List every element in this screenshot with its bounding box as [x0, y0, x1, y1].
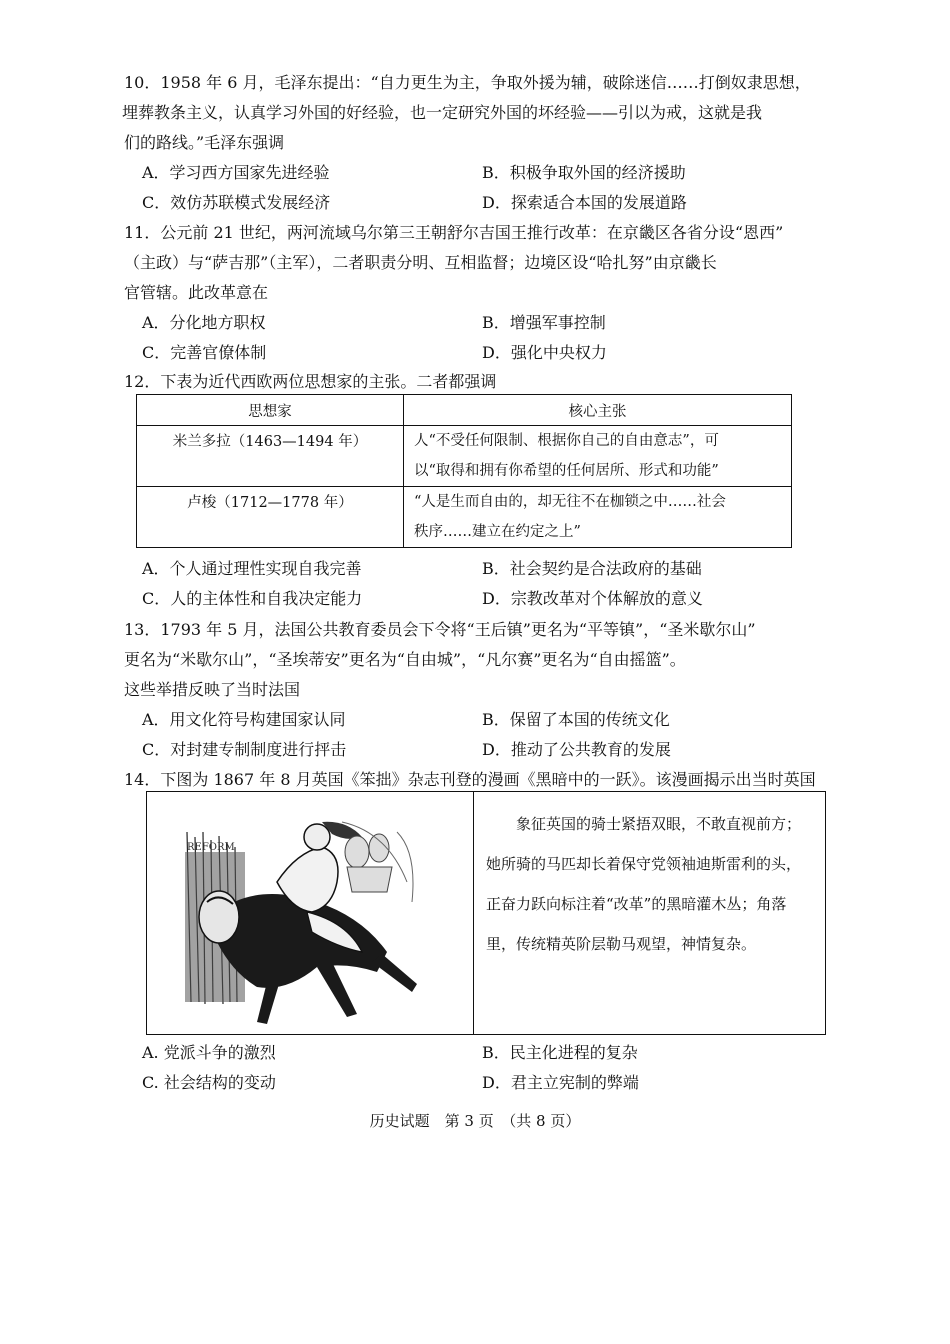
option-b[interactable]: B．社会契约是合法政府的基础: [482, 559, 702, 578]
question-10-options: [142, 158, 822, 218]
page-footer: 历史试题 第 3 页 （共 8 页）: [369, 1112, 581, 1130]
thinker-claim: [404, 426, 792, 487]
thinker-name: 米兰多拉（1463—1494 年）: [137, 426, 404, 487]
question-12-line: 12．下表为近代西欧两位思想家的主张。二者都强调: [124, 372, 497, 391]
question-11: [124, 218, 824, 308]
option-b[interactable]: B．增强军事控制: [482, 313, 606, 332]
question-13-line: 更名为“米歇尔山”，“圣埃蒂安”更名为“自由城”，“凡尔赛”更名为“自由摇篮”。: [124, 650, 686, 669]
thinker-name: 卢梭（1712—1778 年）: [137, 487, 404, 548]
option-c[interactable]: C．人的主体性和自我决定能力: [142, 589, 363, 608]
option-a[interactable]: A．学习西方国家先进经验: [142, 163, 330, 182]
claim-line: 以“取得和拥有你希望的任何居所、形式和功能”: [414, 463, 719, 479]
table-row: [137, 426, 792, 487]
question-13-line: 13．1793 年 5 月，法国公共教育委员会下令将“王后镇”更名为“平等镇”，“圣米歇尔山”: [124, 620, 756, 639]
question-12: [124, 367, 824, 397]
option-b[interactable]: B．积极争取外国的经济援助: [482, 163, 686, 182]
option-d[interactable]: D．强化中央权力: [482, 343, 607, 362]
question-13-line: 这些举措反映了当时法国: [124, 680, 301, 699]
question-14-line: 14．下图为 1867 年 8 月英国《笨拙》杂志刊登的漫画《黑暗中的一跃》。该漫画揭示出当时英国: [124, 770, 816, 789]
claim-line: “人是生而自由的，却无往不在枷锁之中……社会: [414, 494, 726, 510]
thinkers-table: [136, 394, 792, 548]
cartoon-reform-label: REFORM: [187, 842, 235, 853]
question-11-line: 11．公元前 21 世纪，两河流域乌尔第三王朝舒尔吉国王推行改革：在京畿区各省分设“恩西”: [124, 223, 784, 242]
question-12-options: [142, 554, 822, 614]
table-row: [137, 487, 792, 548]
option-d[interactable]: D．推动了公共教育的发展: [482, 740, 671, 759]
option-d[interactable]: D．探索适合本国的发展道路: [482, 193, 687, 212]
cartoon-image: [147, 792, 474, 1034]
option-c[interactable]: C. 社会结构的变动: [142, 1073, 276, 1092]
thinker-claim: [404, 487, 792, 548]
question-13-options: [142, 705, 822, 765]
option-d[interactable]: D．宗教改革对个体解放的意义: [482, 589, 703, 608]
option-c[interactable]: C．完善官僚体制: [142, 343, 267, 362]
table-header: 核心主张: [404, 395, 792, 426]
option-c[interactable]: C．效仿苏联模式发展经济: [142, 193, 331, 212]
cartoon-description: 象征英国的骑士紧捂双眼，不敢直视前方；她所骑的马匹却长着保守党领袖迪斯雷利的头，正奋力跃向标注着“改革”的黑暗灌木丛；角落里，传统精英阶层勒马观望，神情复杂。: [486, 815, 802, 953]
option-a[interactable]: A．个人通过理性实现自我完善: [142, 559, 362, 578]
option-a[interactable]: A. 党派斗争的激烈: [142, 1043, 276, 1062]
question-11-options: [142, 308, 822, 368]
table-header-row: [137, 395, 792, 426]
question-13: [124, 615, 824, 705]
option-a[interactable]: A．用文化符号构建国家认同: [142, 710, 346, 729]
option-a[interactable]: A．分化地方职权: [142, 313, 266, 332]
table-header: 思想家: [137, 395, 404, 426]
question-10-line: 埋葬教条主义，认真学习外国的好经验，也一定研究外国的坏经验——引以为戒，这就是我: [122, 103, 763, 122]
option-c[interactable]: C．对封建专制制度进行抨击: [142, 740, 347, 759]
cartoon-illustration: [147, 792, 473, 1034]
question-11-line: （主政）与“萨吉那”（主军），二者职责分明、互相监督；边境区设“哈扎努”由京畿长: [124, 253, 717, 272]
option-b[interactable]: B．民主化进程的复杂: [482, 1043, 638, 1062]
question-14-options: [142, 1038, 822, 1098]
question-10: [124, 68, 824, 158]
option-b[interactable]: B．保留了本国的传统文化: [482, 710, 670, 729]
cartoon-figure-box: [146, 791, 826, 1035]
claim-line: 人“不受任何限制、根据你自己的自由意志”，可: [414, 433, 719, 449]
question-11-line: 官管辖。此改革意在: [124, 283, 269, 302]
option-d[interactable]: D．君主立宪制的弊端: [482, 1073, 639, 1092]
question-10-line: 10．1958 年 6 月，毛泽东提出：“自力更生为主，争取外援为辅，破除迷信……打倒奴隶思想，: [124, 73, 811, 92]
question-10-line: 们的路线。”毛泽东强调: [124, 133, 285, 152]
claim-line: 秩序……建立在约定之上”: [414, 524, 581, 540]
